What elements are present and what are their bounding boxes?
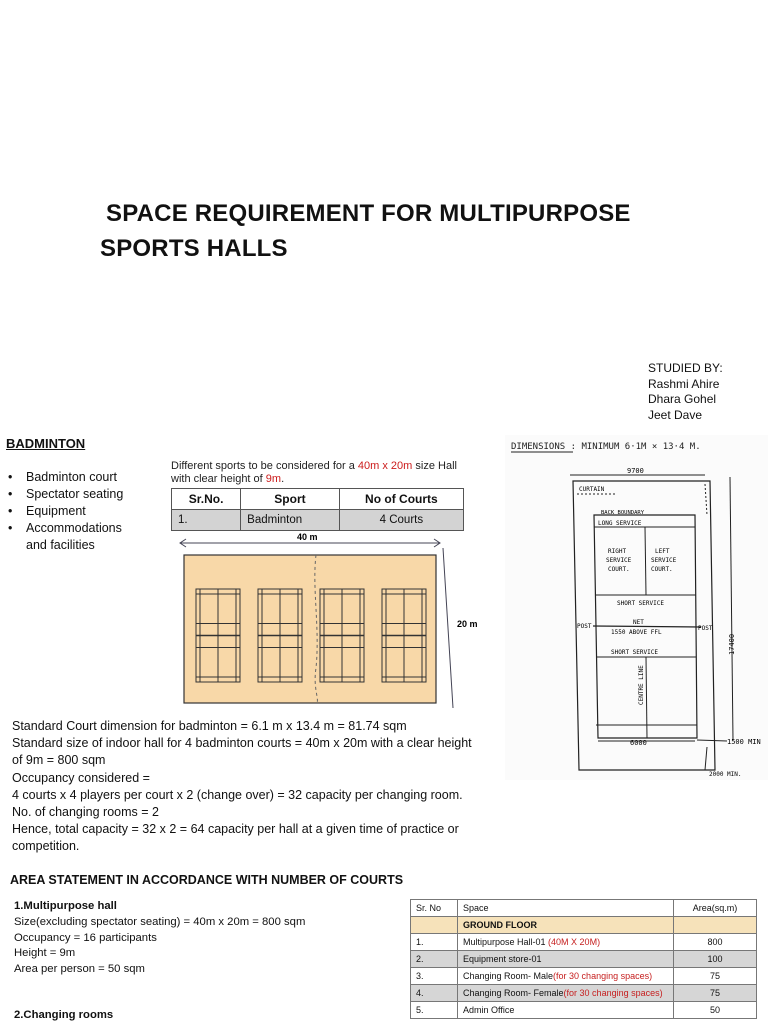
studied-by-label: STUDIED BY:	[648, 361, 723, 375]
space-name: Changing Room- Female	[463, 988, 564, 998]
multipurpose-line: Occupancy = 16 participants	[14, 931, 157, 944]
right-service-label: RIGHT	[608, 548, 627, 555]
space-note: (40M X 20M)	[548, 937, 601, 947]
table-cell: 100	[674, 951, 757, 968]
space-note: (for 30 changing spaces)	[563, 988, 663, 998]
long-service-label: LONG SERVICE	[598, 520, 642, 527]
table-row	[411, 985, 757, 1002]
table-row	[411, 951, 757, 968]
table-header-cell: Sr. No	[411, 900, 458, 917]
hall-height-highlight: 9m	[265, 473, 282, 485]
left-service-label: LEFT	[655, 548, 670, 555]
net-height-label: 1550 ABOVE FFL	[611, 629, 662, 636]
badminton-court-sketch	[505, 435, 768, 780]
paragraph-line: Occupancy considered =	[12, 770, 150, 785]
table-header-row	[172, 489, 464, 510]
table-cell	[411, 917, 458, 934]
table-cell: 75	[674, 985, 757, 1002]
multipurpose-heading: 1.Multipurpose hall	[14, 900, 117, 912]
studied-by-block	[648, 361, 723, 423]
multipurpose-line: Area per person = 50 sqm	[14, 963, 145, 976]
courts-table	[171, 488, 464, 531]
multipurpose-line: Height = 9m	[14, 947, 76, 960]
back-boundary-label: BACK BOUNDARY	[601, 510, 645, 516]
post-right-label: POST	[698, 625, 713, 632]
table-cell: 75	[674, 968, 757, 985]
table-cell: 1.	[411, 934, 458, 951]
right-service-label: SERVICE	[606, 557, 632, 564]
calculation-paragraph	[12, 718, 512, 856]
space-name: Admin Office	[463, 1005, 515, 1015]
width-label: 9700	[627, 467, 644, 475]
net-label: NET	[633, 619, 644, 626]
table-cell	[458, 1002, 674, 1019]
space-note: (for 30 changing spaces)	[553, 971, 653, 981]
intro-text: Different sports to be considered for a	[171, 460, 358, 472]
table-cell: 800	[674, 934, 757, 951]
paragraph-line: No. of changing rooms = 2	[12, 805, 159, 820]
area-statement-heading: AREA STATEMENT IN ACCORDANCE WITH NUMBER OF COURTS	[10, 873, 404, 887]
author-name: Rashmi Ahire	[648, 376, 720, 391]
multipurpose-hall-block	[14, 899, 305, 978]
side-min-label: 1500 MIN	[727, 738, 761, 746]
left-service-label: SERVICE	[651, 557, 677, 564]
hall-floor	[184, 555, 436, 703]
author-name: Jeet Dave	[648, 407, 703, 422]
sketch-dimensions-note: DIMENSIONS : MINIMUM 6·1M × 13·4 M.	[511, 442, 701, 452]
paragraph-line: competition.	[12, 839, 80, 854]
badminton-bullet-list	[8, 469, 143, 554]
table-cell: 3.	[411, 968, 458, 985]
length-label: 17400	[728, 633, 736, 655]
table-cell	[458, 934, 674, 951]
table-row	[411, 968, 757, 985]
table-header-cell: Sport	[241, 489, 340, 510]
table-cell: 5.	[411, 1002, 458, 1019]
right-service-label: COURT.	[608, 566, 630, 573]
changing-rooms-heading: 2.Changing rooms	[14, 1009, 114, 1021]
court-width-label: 6000	[630, 739, 647, 747]
short-service-label: SHORT SERVICE	[617, 600, 664, 607]
height-dimension-line	[443, 548, 453, 708]
table-cell: Badminton	[241, 510, 340, 531]
table-header-row	[411, 900, 757, 917]
table-row	[411, 1002, 757, 1019]
hall-size-highlight: 40m x 20m	[357, 460, 413, 472]
curtain-label: CURTAIN	[579, 486, 605, 493]
left-service-label: COURT.	[651, 566, 673, 573]
page-title-line-2: SPORTS HALLS	[100, 235, 288, 262]
height-label: 20 m	[457, 619, 478, 629]
page-title-line-1: SPACE REQUIREMENT FOR MULTIPURPOSE	[106, 200, 631, 227]
bullet-item: • Spectator seating	[8, 486, 143, 503]
ground-floor-row	[411, 917, 757, 934]
paragraph-line: Standard size of indoor hall for 4 badminton courts = 40m x 20m with a clear height	[12, 736, 472, 751]
table-cell: 4.	[411, 985, 458, 1002]
table-cell	[458, 985, 674, 1002]
hall-intro-text	[171, 460, 466, 486]
table-header-cell: Sr.No.	[172, 489, 241, 510]
sketch-background	[505, 435, 768, 780]
bullet-item: • Equipment	[8, 503, 143, 520]
table-cell: 2.	[411, 951, 458, 968]
post-left-label: POST	[577, 623, 592, 630]
table-header-cell: Area(sq.m)	[674, 900, 757, 917]
paragraph-line: Hence, total capacity = 32 x 2 = 64 capacity per hall at a given time of practice or	[12, 822, 459, 837]
paragraph-line: Standard Court dimension for badminton = 6.1 m x 13.4 m = 81.74 sqm	[12, 719, 407, 733]
badminton-heading: BADMINTON	[6, 436, 86, 451]
short-service-label: SHORT SERVICE	[611, 649, 658, 656]
table-cell	[458, 951, 674, 968]
space-name: Changing Room- Male	[463, 971, 554, 981]
table-cell: 50	[674, 1002, 757, 1019]
table-cell	[674, 917, 757, 934]
table-cell: 1.	[172, 510, 241, 531]
court-plan-diagram	[170, 528, 490, 713]
table-cell: 4 Courts	[339, 510, 463, 531]
ground-floor-label: GROUND FLOOR	[458, 917, 674, 934]
space-name: Multipurpose Hall-01	[463, 937, 549, 947]
area-table	[410, 899, 757, 1019]
table-header-cell: Space	[458, 900, 674, 917]
table-row	[411, 934, 757, 951]
bullet-item: • Badminton court	[8, 469, 143, 486]
intro-text: size Hall with clear height of	[171, 460, 457, 485]
paragraph-line: of 9m = 800 sqm	[12, 753, 106, 768]
centre-line-label: CENTRE LINE	[638, 665, 645, 705]
intro-text: .	[281, 473, 285, 485]
bullet-item: • Accommodations and facilities	[8, 520, 143, 554]
author-name: Dhara Gohel	[648, 392, 717, 406]
table-cell	[458, 968, 674, 985]
multipurpose-line: Size(excluding spectator seating) = 40m x 20m = 800 sqm	[14, 915, 306, 928]
table-header-cell: No of Courts	[339, 489, 463, 510]
paragraph-line: 4 courts x 4 players per court x 2 (change over) = 32 capacity per changing room.	[12, 787, 463, 802]
end-min-label: 2000 MIN.	[709, 771, 742, 778]
width-label: 40 m	[297, 532, 318, 542]
space-name: Equipment store-01	[463, 954, 542, 964]
